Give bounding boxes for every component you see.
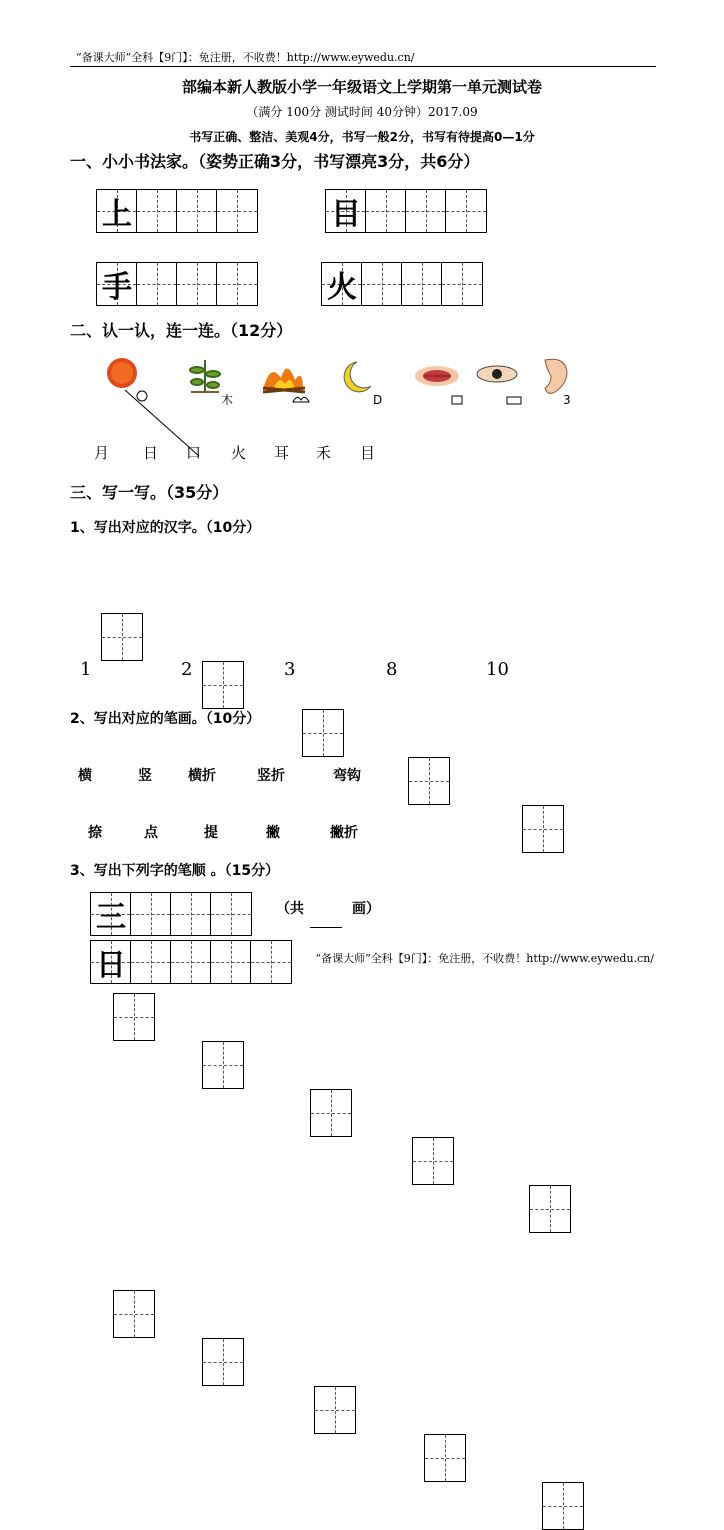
copy-grid-huo bbox=[321, 262, 483, 306]
writing-cell[interactable] bbox=[211, 893, 251, 935]
dot-icon[interactable] bbox=[137, 391, 147, 401]
stroke-order-grid-san bbox=[90, 892, 252, 936]
stroke-label: 提 bbox=[204, 825, 218, 841]
copy-grid-shang bbox=[96, 189, 258, 233]
word-huo[interactable]: 火 bbox=[231, 444, 247, 462]
stroke-label: 捺 bbox=[88, 825, 102, 841]
word-mu[interactable]: 目 bbox=[360, 444, 376, 462]
model-char: 日 bbox=[96, 948, 126, 983]
stroke-box[interactable] bbox=[310, 1089, 352, 1137]
stroke-count-blank[interactable] bbox=[310, 927, 342, 928]
writing-cell[interactable] bbox=[137, 263, 177, 305]
stroke-box[interactable] bbox=[424, 1434, 466, 1482]
word-ri[interactable]: 日 bbox=[143, 444, 159, 462]
stroke-count-suffix: 画） bbox=[352, 901, 380, 917]
fire-icon[interactable] bbox=[263, 368, 305, 392]
eye-icon[interactable] bbox=[477, 366, 517, 382]
stroke-label: 弯钩 bbox=[333, 768, 361, 784]
writing-cell[interactable] bbox=[131, 941, 171, 983]
page-title: 部编本新人教版小学一年级语文上学期第一单元测试卷 bbox=[181, 78, 542, 96]
stroke-box[interactable] bbox=[113, 1290, 155, 1338]
word-er[interactable]: 耳 bbox=[274, 444, 290, 462]
q3-label: 3、写出下列字的笔顺 。（15分） bbox=[70, 863, 280, 879]
writing-cell[interactable] bbox=[177, 263, 217, 305]
number-label: 10 bbox=[486, 659, 509, 680]
stroke-box[interactable] bbox=[529, 1185, 571, 1233]
stroke-label: 撇折 bbox=[330, 825, 358, 841]
stroke-label: 横折 bbox=[188, 768, 216, 784]
answer-box[interactable] bbox=[101, 613, 143, 661]
writing-cell[interactable] bbox=[442, 263, 482, 305]
stroke-label: 点 bbox=[144, 825, 158, 841]
hint-mu bbox=[507, 397, 521, 404]
stroke-count-prefix: （共 bbox=[276, 901, 304, 917]
sun-icon[interactable] bbox=[107, 358, 137, 388]
model-char: 上 bbox=[102, 197, 132, 232]
number-label: 2 bbox=[181, 659, 193, 680]
model-char: 三 bbox=[96, 900, 126, 935]
writing-cell[interactable] bbox=[217, 190, 257, 232]
mouth-icon[interactable] bbox=[415, 366, 459, 386]
header-divider bbox=[70, 66, 656, 67]
stroke-label: 竖 bbox=[138, 768, 152, 784]
q2-label: 2、写出对应的笔画。（10分） bbox=[70, 711, 261, 727]
writing-cell[interactable] bbox=[171, 941, 211, 983]
model-char: 手 bbox=[102, 270, 132, 305]
number-label: 8 bbox=[386, 659, 398, 680]
hint-yue: D bbox=[373, 393, 383, 407]
copy-grid-shou bbox=[96, 262, 258, 306]
section1-heading: 一、小小书法家。（姿势正确3分，书写漂亮3分，共6分） bbox=[70, 152, 480, 171]
writing-cell[interactable] bbox=[402, 263, 442, 305]
answer-box[interactable] bbox=[302, 709, 344, 757]
hint-kou bbox=[452, 396, 462, 404]
word-yue[interactable]: 月 bbox=[94, 444, 110, 462]
test-info: （满分 100分 测试时间 40分钟）2017.09 bbox=[246, 105, 478, 119]
number-label: 1 bbox=[80, 659, 92, 680]
writing-requirement: 书写正确、整洁、美观4分，书写一般2分，书写有待提高0—1分 bbox=[189, 130, 535, 144]
section2-heading: 二、认一认，连一连。（12分） bbox=[70, 321, 293, 340]
model-char: 目 bbox=[331, 197, 361, 232]
ear-icon[interactable] bbox=[545, 359, 567, 393]
writing-cell[interactable] bbox=[251, 941, 291, 983]
stroke-label: 横 bbox=[78, 768, 92, 784]
writing-cell[interactable] bbox=[366, 190, 406, 232]
answer-box[interactable] bbox=[408, 757, 450, 805]
page-footer: “备课大师”全科【9门】：免注册，不收费！http://www.eywedu.cn/ bbox=[315, 952, 654, 965]
stroke-box[interactable] bbox=[542, 1482, 584, 1530]
stroke-box[interactable] bbox=[412, 1137, 454, 1185]
stroke-label: 撇 bbox=[266, 825, 280, 841]
matching-pictures bbox=[95, 352, 585, 464]
stroke-box[interactable] bbox=[202, 1338, 244, 1386]
writing-cell[interactable] bbox=[131, 893, 171, 935]
word-he[interactable]: 禾 bbox=[316, 444, 332, 462]
writing-cell[interactable] bbox=[446, 190, 486, 232]
answer-box[interactable] bbox=[522, 805, 564, 853]
flame-sketch-icon bbox=[293, 397, 309, 402]
writing-cell[interactable] bbox=[362, 263, 402, 305]
copy-grid-mu bbox=[325, 189, 487, 233]
stroke-box[interactable] bbox=[314, 1386, 356, 1434]
writing-cell[interactable] bbox=[137, 190, 177, 232]
writing-cell[interactable] bbox=[171, 893, 211, 935]
section3-heading: 三、写一写。（35分） bbox=[70, 483, 229, 502]
writing-cell[interactable] bbox=[211, 941, 251, 983]
page-header: “备课大师”全科【9门】：免注册，不收费！http://www.eywedu.cn/ bbox=[76, 51, 415, 64]
answer-box[interactable] bbox=[202, 661, 244, 709]
hint-er: 3 bbox=[563, 393, 571, 407]
number-label: 3 bbox=[284, 659, 296, 680]
q1-label: 1、写出对应的汉字。（10分） bbox=[70, 520, 261, 536]
writing-cell[interactable] bbox=[177, 190, 217, 232]
model-char: 火 bbox=[327, 270, 357, 305]
stroke-box[interactable] bbox=[113, 993, 155, 1041]
hint-he: 木 bbox=[221, 393, 234, 407]
stroke-box[interactable] bbox=[202, 1041, 244, 1089]
stroke-label: 竖折 bbox=[257, 768, 285, 784]
stroke-order-grid-ri bbox=[90, 940, 292, 984]
writing-cell[interactable] bbox=[217, 263, 257, 305]
moon-icon[interactable] bbox=[344, 362, 371, 392]
rice-plant-icon[interactable] bbox=[190, 360, 220, 392]
word-kou[interactable]: 口 bbox=[186, 444, 202, 462]
writing-cell[interactable] bbox=[406, 190, 446, 232]
